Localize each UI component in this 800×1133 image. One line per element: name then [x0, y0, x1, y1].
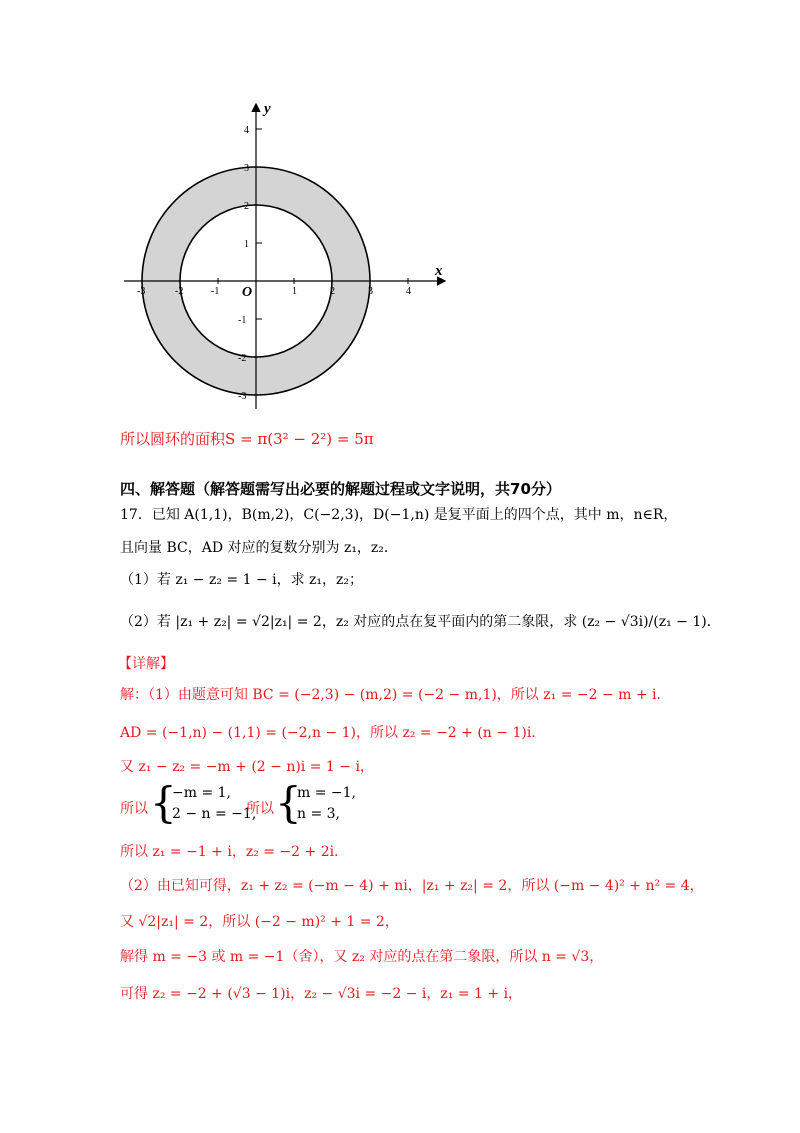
y-tick-label: 3	[244, 163, 249, 174]
problem-line-2: 且向量 BC，AD 对应的复数分别为 z₁，z₂．	[120, 540, 398, 556]
left-brace: {	[150, 778, 177, 827]
y-tick-label: 1	[244, 239, 249, 250]
solution-header: 【详解】	[118, 656, 174, 672]
problem-part-2: （2）若 |z₁ + z₂| = √2|z₁| = 2，z₂ 对应的点在复平面内的第二象限，求 (z₂ − √3i)/(z₁ − 1)．	[120, 614, 721, 630]
solution-line: 又 √2|z₁| = 2，所以 (−2 − m)² + 1 = 2，	[120, 914, 399, 930]
left-brace: {	[275, 778, 302, 827]
x-tick-label: 3	[368, 286, 373, 297]
y-tick-label: 4	[244, 125, 249, 136]
equation: 2 − n = −1,	[172, 806, 257, 822]
x-tick-label: -2	[175, 286, 184, 297]
equation: −m = 1,	[172, 785, 231, 801]
solution-line: 解得 m = −3 或 m = −1（舍），又 z₂ 对应的点在第二象限，所以 n = √3，	[120, 949, 604, 965]
solution-line: 可得 z₂ = −2 + (√3 − 1)i，z₂ − √3i = −2 − i，z₁ = 1 + i，	[120, 986, 523, 1002]
problem-line-1: 17．已知 A(1,1)，B(m,2)，C(−2,3)，D(−1,n) 是复平面上的四个点，其中 m，n∈R，	[120, 507, 678, 523]
annulus-figure	[110, 95, 460, 415]
problem-part-1: （1）若 z₁ − z₂ = 1 − i，求 z₁，z₂；	[120, 572, 364, 588]
y-tick-label: -1	[238, 315, 247, 326]
y-tick-label: -3	[238, 391, 247, 402]
solution-line: 所以	[246, 801, 274, 817]
solution-line: 所以	[120, 801, 148, 817]
equation: n = 3,	[297, 806, 341, 822]
equation: m = −1,	[297, 785, 356, 801]
x-tick-label: 2	[330, 286, 335, 297]
origin-label: O	[242, 285, 253, 300]
section-title: 四、解答题（解答题需写出必要的解题过程或文字说明，共70分）	[120, 480, 561, 498]
solution-line: 所以 z₁ = −1 + i，z₂ = −2 + 2i．	[120, 844, 349, 860]
solution-line: 解：（1）由题意可知 BC = (−2,3) − (m,2) = (−2 − m,1)，所以 z₁ = −2 − m + i．	[120, 687, 671, 703]
x-tick-label: 4	[406, 286, 411, 297]
solution-line: AD = (−1,n) − (1,1) = (−2,n − 1)，所以 z₂ = −2 + (n − 1)i．	[120, 725, 546, 741]
y-axis-label: y	[264, 101, 271, 117]
area-result-line: 所以圆环的面积S = π(3² − 2²) = 5π	[120, 430, 374, 448]
solution-line: 又 z₁ − z₂ = −m + (2 − n)i = 1 − i，	[120, 759, 374, 775]
x-tick-label: -1	[211, 286, 220, 297]
solution-line: （2）由已知可得，z₁ + z₂ = (−m − 4) + ni，|z₁ + z₂| = 2，所以 (−m − 4)² + n² = 4，	[120, 878, 704, 894]
x-tick-label: 1	[292, 286, 297, 297]
y-tick-label: 2	[244, 201, 249, 212]
x-axis-label: x	[435, 263, 443, 279]
x-tick-label: -3	[137, 286, 146, 297]
y-tick-label: -2	[238, 353, 247, 364]
